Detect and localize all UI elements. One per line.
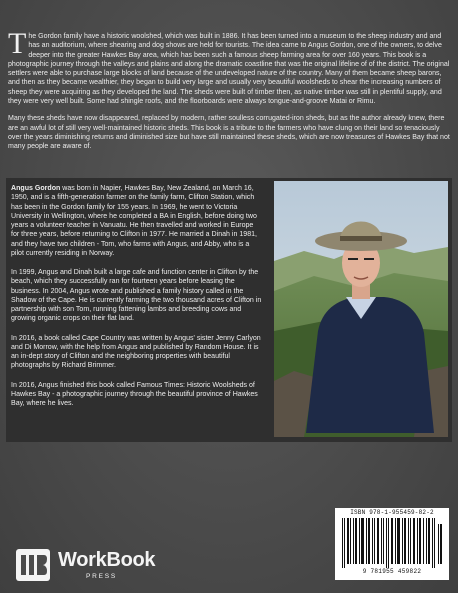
isbn-barcode [335, 508, 449, 580]
publisher-logo [16, 547, 156, 583]
bio-paragraph-1 [11, 184, 262, 258]
isbn-label: ISBN 978-1-955459-82-2 [350, 509, 434, 516]
author-name: Angus Gordon [11, 185, 61, 192]
author-photo [274, 181, 448, 437]
intro-paragraph-1 [8, 27, 450, 106]
bio-paragraph-2: In 1999, Angus and Dinah built a large cafe and function center in Clifton by the beach, which they successfully ran for fourteen years before leasing the business. In 2004, Angus wrote and published a family history called in the Shadow of the Cape. He is currently farming the two thousand acres of Clifton in partnership with son Tom, running fattening lambs and breeding cows and growing organic crops on their flat land. [11, 269, 262, 323]
intro-paragraph-2: Many these sheds have now disappeared, replaced by modern, rather soulless corrugated-iron sheds, but as the author already knew, there are an awful lot of still very well-maintained historic sheds. This book is a tribute to the farmers who have clung on their land so tenaciously over the years diminishing returns and diminished size but have still maintained these sheds, which are now treasures of Hawkes Bay that not many people are aware of. [8, 115, 450, 151]
author-bio [11, 184, 262, 418]
barcode-bars [341, 518, 443, 568]
bio-paragraph-1-text: was born in Napier, Hawkes Bay, New Zealand, on March 16, 1950, and is a fifth-generation farmer on the family farm, Clifton Station, which has been in the Gordon family for 155 years. In 1969, he went to Victoria University in Wellington, where he completed a BA in English, before doing two years a volunteer teacher in Vanuatu. He then travelled and worked in Europe for three years, before returning to Clifton in 1977. He married a Dinah in 1981, and they have two children - Tom, who farms with Angus, and Abby, who is a pilot currently residing in Norway. [11, 185, 257, 257]
intro-text [8, 27, 450, 152]
bio-paragraph-4: In 2016, Angus finished this book called Famous Times: Historic Woolsheds of Hawkes Bay - a photographic journey through the beautiful province of Hawkes Bay, where he lives. [11, 381, 258, 407]
publisher-sub: PRESS [86, 573, 118, 580]
bio-paragraph-3: In 2016, a book called Cape Country was written by Angus' sister Jenny Carlyon and Di Morrow, with the help from Angus and published by Random House. It is an in-dept story of Clifton and the neighboring properties with beautiful photographs by Richard Brimmer. [11, 334, 261, 370]
workbook-logo-icon [16, 547, 52, 583]
intro-paragraph-1-text: he Gordon family have a historic woolshed, which was built in 1886. It has been turned into a museum to the sheep industry and and has an auditorium, where shearing and dog shows are held for tourists. The idea came to Angus Gordon, one of the owners, to delve deeper into the greater Hawkes Bay area, which has been such a famous sheep farming area for over 160 years. This book is a photographic journey through the valleys and plains and along the dramatic coastline that was the original lifeline of of the district. The original settlers were able to purchase large blocks of land because of the undeveloped nature of the country. Many of them became sheep barons, and then as they became wealthier, they began to build very large and usually very beautiful woolsheds to shear the increasing numbers of sheep they were acquiring as they developed the land. The sheds were built of timber then, as native timber was still in plentiful supply, and they were very well built. Some had shingle roofs, and the floorboards were always tongue-and-groove Matai or Rimu. [8, 33, 450, 106]
isbn-digits: 9 781955 459822 [362, 568, 422, 575]
drop-cap: T [8, 27, 27, 60]
publisher-name: WorkBook [58, 549, 156, 571]
